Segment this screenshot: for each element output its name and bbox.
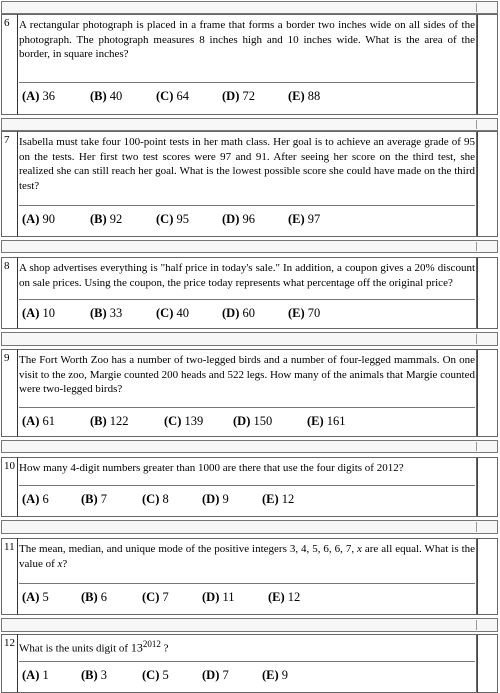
choice-b[interactable]: (B) 40 xyxy=(90,89,123,103)
question-number: 12 xyxy=(1,634,18,693)
answer-choices xyxy=(19,407,475,434)
question-text: How many 4-digit numbers greater than 1000 are there that use the four digits of 2012? xyxy=(19,462,404,474)
question-number: 10 xyxy=(1,457,18,517)
side-cell xyxy=(477,257,498,329)
question-row xyxy=(1,538,498,615)
choice-d[interactable]: (D) 11 xyxy=(202,590,235,604)
question-text: What is the units digit of $13^{2012}$ ? xyxy=(19,639,169,655)
answer-choices xyxy=(19,485,475,512)
choice-c[interactable]: (C) 7 xyxy=(142,590,169,604)
choice-a[interactable]: (A) 10 xyxy=(22,306,55,320)
question-row xyxy=(1,349,498,437)
choice-c[interactable]: (C) 64 xyxy=(156,89,189,103)
choice-e[interactable]: (E) 12 xyxy=(268,590,301,604)
math-variable: x xyxy=(357,543,362,555)
side-cell xyxy=(477,131,498,237)
choice-d[interactable]: (D) 60 xyxy=(222,306,255,320)
question-number: 6 xyxy=(1,14,18,115)
choice-e[interactable]: (E) 70 xyxy=(288,306,321,320)
question-row xyxy=(1,257,498,329)
question-body xyxy=(18,538,477,615)
question-row xyxy=(1,131,498,237)
choice-a[interactable]: (A) 5 xyxy=(22,590,49,604)
choice-c[interactable]: (C) 40 xyxy=(156,306,189,320)
question-body xyxy=(18,131,477,237)
question-row xyxy=(1,457,498,517)
choice-a[interactable]: (A) 6 xyxy=(22,492,49,506)
choice-c[interactable]: (C) 5 xyxy=(142,668,169,682)
question-text: A rectangular photograph is placed in a frame that forms a border two inches wide on all sides of the photograph. The photograph measures 8 inches high and 10 inches wide. What is the area of the border, in square inches? xyxy=(19,19,475,61)
choice-e[interactable]: (E) 88 xyxy=(288,89,321,103)
math-exponent: 2012 xyxy=(142,639,161,649)
choice-a[interactable]: (A) 36 xyxy=(22,89,55,103)
choice-d[interactable]: (D) 9 xyxy=(202,492,229,506)
question-number: 9 xyxy=(1,349,18,437)
answer-choices xyxy=(19,583,475,610)
choice-b[interactable]: (B) 122 xyxy=(90,414,129,428)
question-body xyxy=(18,257,477,329)
choice-b[interactable]: (B) 92 xyxy=(90,212,123,226)
side-cell xyxy=(477,14,498,115)
question-number: 8 xyxy=(1,257,18,329)
answer-choices xyxy=(19,299,475,326)
choice-d[interactable]: (D) 72 xyxy=(222,89,255,103)
separator-row xyxy=(1,1,498,14)
math-base: 13 xyxy=(130,640,143,655)
separator-row xyxy=(1,520,498,534)
answer-choices xyxy=(19,205,475,232)
question-body xyxy=(18,14,477,115)
choice-e[interactable]: (E) 161 xyxy=(307,414,346,428)
question-text: A shop advertises everything is "half price in today's sale." In addition, a coupon gives a 20% discount on sale prices. Using the coupon, the price today represents what percentage off the original price? xyxy=(19,262,475,289)
choice-d[interactable]: (D) 96 xyxy=(222,212,255,226)
choice-a[interactable]: (A) 61 xyxy=(22,414,55,428)
question-row xyxy=(1,14,498,115)
question-number: 7 xyxy=(1,131,18,237)
answer-choices xyxy=(19,82,475,109)
choice-b[interactable]: (B) 3 xyxy=(81,668,108,682)
separator-row xyxy=(1,240,498,253)
side-cell xyxy=(477,634,498,693)
question-text: Isabella must take four 100-point tests in her math class. Her goal is to achieve an average grade of 95 on the tests. Her first two test scores were 97 and 91. After seeing her score on the third test, she realized she can still reach her goal. What is the lowest possible score she could have made on the third test? xyxy=(19,136,475,192)
question-body xyxy=(18,349,477,437)
choice-e[interactable]: (E) 12 xyxy=(262,492,295,506)
math-variable: x xyxy=(57,557,63,570)
side-cell xyxy=(477,349,498,437)
choice-e[interactable]: (E) 97 xyxy=(288,212,321,226)
choice-a[interactable]: (A) 1 xyxy=(22,668,49,682)
question-row xyxy=(1,634,498,693)
separator-row xyxy=(1,118,498,131)
choice-b[interactable]: (B) 33 xyxy=(90,306,123,320)
question-number: 11 xyxy=(1,538,18,615)
choice-c[interactable]: (C) 95 xyxy=(156,212,189,226)
answer-choices xyxy=(19,661,475,688)
question-body xyxy=(18,457,477,517)
separator-row xyxy=(1,618,498,632)
choice-d[interactable]: (D) 150 xyxy=(233,414,273,428)
question-text: The mean, median, and unique mode of the positive integers 3, 4, 5, 6, 6, 7, x are all equal. What is the value of x? xyxy=(19,543,476,570)
side-cell xyxy=(477,538,498,615)
question-text: The Fort Worth Zoo has a number of two-legged birds and a number of four-legged mammals. On one visit to the zoo, Margie counted 200 heads and 522 legs. How many of the animals that Margie counted were two-legged birds? xyxy=(19,354,475,396)
separator-row xyxy=(1,440,498,453)
choice-b[interactable]: (B) 7 xyxy=(81,492,108,506)
choice-c[interactable]: (C) 139 xyxy=(164,414,204,428)
choice-b[interactable]: (B) 6 xyxy=(81,590,108,604)
choice-a[interactable]: (A) 90 xyxy=(22,212,55,226)
question-body xyxy=(18,634,477,693)
choice-e[interactable]: (E) 9 xyxy=(262,668,289,682)
choice-c[interactable]: (C) 8 xyxy=(142,492,169,506)
separator-row xyxy=(1,332,498,346)
choice-d[interactable]: (D) 7 xyxy=(202,668,229,682)
side-cell xyxy=(477,457,498,517)
